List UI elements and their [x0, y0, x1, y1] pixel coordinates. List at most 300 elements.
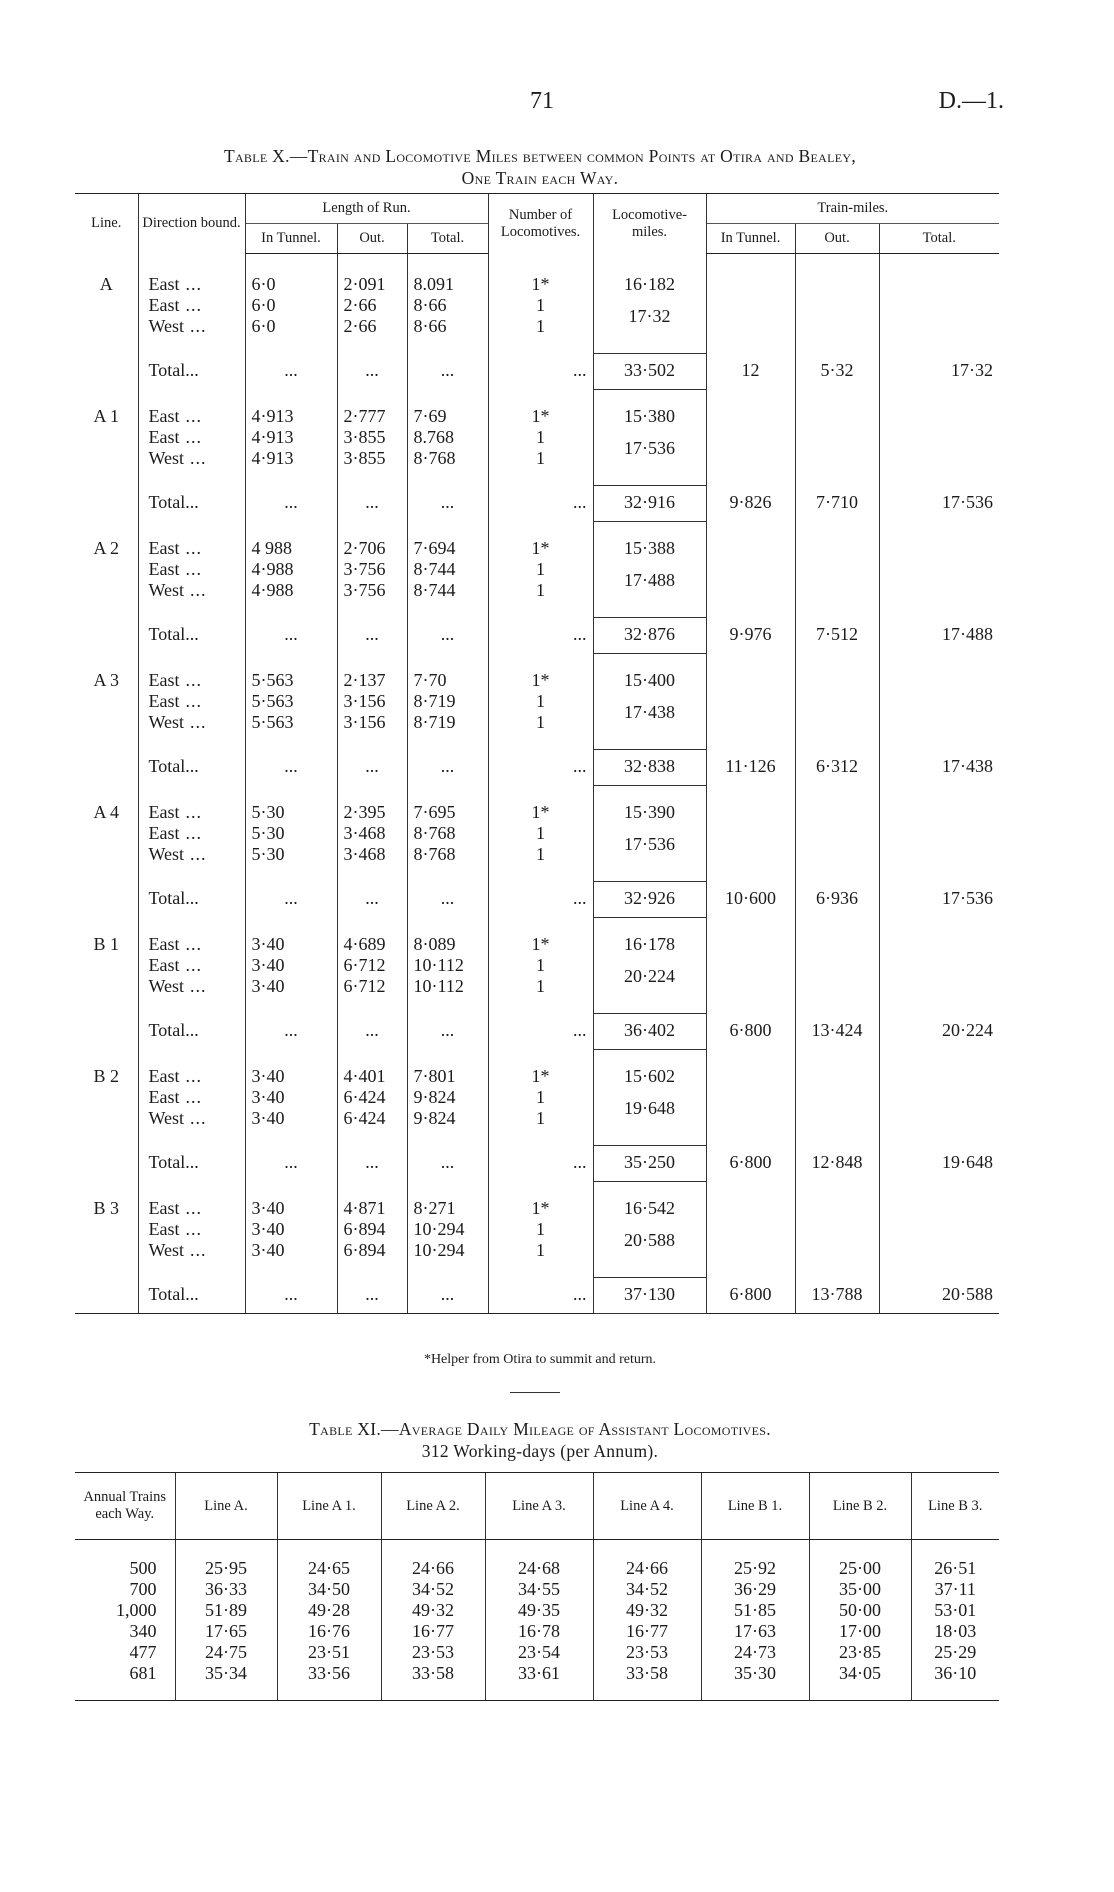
- locomotive-miles-cell: 17·32: [593, 295, 706, 337]
- tm-out-cell: [795, 1198, 879, 1219]
- mileage-cell: 18·03: [911, 1621, 999, 1642]
- spacer-cell: [488, 469, 593, 486]
- tm-total-cell: 17·536: [879, 486, 999, 522]
- direction-label: East: [148, 1087, 180, 1107]
- direction-cell: [138, 976, 245, 997]
- tm-in-tunnel-cell: [706, 844, 795, 865]
- tm-in-tunnel-cell: [706, 427, 795, 448]
- tm-out-cell: [795, 1087, 879, 1108]
- spacer-cell: [138, 654, 245, 671]
- table-xi-header-row: [75, 1473, 999, 1540]
- tm-total-cell: [879, 1198, 999, 1219]
- locomotive-count-cell: 1: [488, 976, 593, 997]
- mileage-cell: 34·50: [277, 1579, 381, 1600]
- spacer-cell: [245, 1261, 337, 1278]
- in-tunnel-cell: 3·40: [245, 976, 337, 997]
- spacer-cell: [245, 865, 337, 882]
- total-label-cell: [138, 1146, 245, 1182]
- total-label: Total: [148, 887, 186, 908]
- in-tunnel-cell: ...: [245, 1278, 337, 1314]
- locomotive-count-cell: 1: [488, 844, 593, 865]
- tm-in-tunnel-cell: 6·800: [706, 1146, 795, 1182]
- spacer-cell: [706, 254, 795, 275]
- mileage-cell: 23·54: [485, 1642, 593, 1663]
- spacer-cell: [879, 733, 999, 750]
- leader-dots: ...: [185, 691, 202, 711]
- total-label-cell: [138, 882, 245, 918]
- document-reference: D.—1.: [938, 88, 1004, 114]
- total-cell: 8·089: [407, 934, 488, 955]
- direction-label: West: [148, 1108, 185, 1128]
- table-row: [75, 1642, 999, 1663]
- mileage-cell: 50·00: [809, 1600, 911, 1621]
- spacer-cell: [138, 469, 245, 486]
- tm-total-cell: [879, 316, 999, 337]
- header-line-column: Line A.: [175, 1473, 277, 1540]
- tm-in-tunnel-cell: 6·800: [706, 1014, 795, 1050]
- spacer-cell: [138, 601, 245, 618]
- mileage-cell: 17·65: [175, 1621, 277, 1642]
- tm-out-cell: 12·848: [795, 1146, 879, 1182]
- spacer-row: [75, 337, 999, 354]
- in-tunnel-cell: 5·30: [245, 844, 337, 865]
- line-cell: [75, 295, 138, 316]
- mileage-cell: 49·28: [277, 1600, 381, 1621]
- spacer-cell: [245, 469, 337, 486]
- spacer-cell: [879, 1129, 999, 1146]
- total-cell: 7·70: [407, 670, 488, 691]
- header-length-of-run: Length of Run.: [245, 194, 488, 224]
- direction-cell: [138, 295, 245, 316]
- spacer-cell: [488, 654, 593, 671]
- in-tunnel-cell: 4·988: [245, 559, 337, 580]
- spacer-cell: [75, 601, 138, 618]
- table-row: [75, 406, 999, 427]
- locomotive-miles-cell: 19·648: [593, 1087, 706, 1129]
- leader-dots: ...: [185, 538, 202, 558]
- total-row: [75, 1014, 999, 1050]
- total-label-cell: [138, 1014, 245, 1050]
- mileage-cell: 49·35: [485, 1600, 593, 1621]
- locomotive-miles-total-cell: 33·502: [593, 354, 706, 390]
- line-cell: B 3: [93, 1198, 119, 1218]
- direction-cell: [138, 1240, 245, 1261]
- tm-in-tunnel-cell: [706, 406, 795, 427]
- out-cell: ...: [337, 1014, 407, 1050]
- leader-dots: ...: [185, 670, 202, 690]
- table-xi-body: [75, 1540, 999, 1701]
- locomotive-count-cell: ...: [488, 486, 593, 522]
- total-cell: 8·744: [407, 580, 488, 601]
- tm-in-tunnel-cell: [706, 559, 795, 580]
- locomotive-miles-cell: 15·380: [593, 406, 706, 427]
- tm-in-tunnel-cell: [706, 538, 795, 559]
- leader-dots: ...: [185, 1019, 199, 1040]
- mileage-cell: 25·29: [911, 1642, 999, 1663]
- tm-total-cell: [879, 448, 999, 469]
- spacer-cell: [245, 733, 337, 750]
- header-line-column: Line A 2.: [381, 1473, 485, 1540]
- table-row: [75, 580, 999, 601]
- spacer-cell: [75, 733, 138, 750]
- leader-dots: ...: [185, 823, 202, 843]
- spacer-cell: [488, 522, 593, 539]
- leader-dots: ...: [185, 623, 199, 644]
- spacer-cell: [407, 1261, 488, 1278]
- page-number: 71: [530, 88, 554, 114]
- spacer-cell: [407, 601, 488, 618]
- tm-total-cell: [879, 955, 999, 976]
- mileage-cell: 16·77: [593, 1621, 701, 1642]
- spacer-cell: [381, 1540, 485, 1559]
- spacer-cell: [138, 1182, 245, 1199]
- spacer-cell: [706, 997, 795, 1014]
- spacer-cell: [879, 786, 999, 803]
- spacer-cell: [75, 1261, 138, 1278]
- spacer-cell: [879, 1182, 999, 1199]
- leader-dots: ...: [185, 1283, 199, 1304]
- total-label-cell: [138, 486, 245, 522]
- spacer-cell: [337, 733, 407, 750]
- spacer-row: [75, 918, 999, 935]
- spacer-cell: [337, 1129, 407, 1146]
- tm-in-tunnel-cell: [706, 976, 795, 997]
- tm-out-cell: [795, 934, 879, 955]
- table-row: [75, 538, 999, 559]
- spacer-cell: [245, 1050, 337, 1067]
- out-cell: 3·756: [337, 580, 407, 601]
- out-cell: 3·855: [337, 448, 407, 469]
- out-cell: 6·712: [337, 955, 407, 976]
- tm-total-cell: [879, 1108, 999, 1129]
- spacer-cell: [485, 1540, 593, 1559]
- out-cell: ...: [337, 1146, 407, 1182]
- table-row: [75, 1087, 999, 1108]
- in-tunnel-cell: 6·0: [245, 295, 337, 316]
- in-tunnel-cell: 3·40: [245, 1066, 337, 1087]
- direction-label: East: [148, 406, 180, 426]
- tm-in-tunnel-cell: 9·826: [706, 486, 795, 522]
- spacer-cell: [138, 1261, 245, 1278]
- leader-dots: ...: [185, 934, 202, 954]
- mileage-cell: 16·77: [381, 1621, 485, 1642]
- direction-cell: [138, 670, 245, 691]
- locomotive-miles-cell: 17·536: [593, 823, 706, 865]
- spacer-cell: [879, 997, 999, 1014]
- spacer-cell: [593, 390, 706, 407]
- spacer-cell: [407, 1050, 488, 1067]
- spacer-cell: [488, 1050, 593, 1067]
- section-divider: [510, 1392, 560, 1393]
- total-cell: 8·66: [407, 295, 488, 316]
- locomotive-count-cell: 1: [488, 712, 593, 733]
- direction-label: East: [148, 802, 180, 822]
- mileage-cell: 25·92: [701, 1558, 809, 1579]
- out-cell: 3·468: [337, 844, 407, 865]
- line-cell: [75, 1278, 138, 1314]
- spacer-cell: [75, 654, 138, 671]
- tm-out-cell: [795, 844, 879, 865]
- spacer-cell: [809, 1540, 911, 1559]
- spacer-row: [75, 522, 999, 539]
- tm-out-cell: [795, 580, 879, 601]
- leader-dots: ...: [185, 491, 199, 512]
- in-tunnel-cell: 5·30: [245, 823, 337, 844]
- spacer-cell: [706, 469, 795, 486]
- spacer-cell: [138, 865, 245, 882]
- spacer-cell: [593, 469, 706, 486]
- direction-cell: [138, 427, 245, 448]
- direction-cell: [138, 712, 245, 733]
- tm-out-cell: [795, 295, 879, 316]
- in-tunnel-cell: 5·563: [245, 670, 337, 691]
- tm-out-cell: [795, 955, 879, 976]
- table-xi-subtitle: 312 Working-days (per Annum).: [421, 1441, 659, 1461]
- spacer-cell: [175, 1540, 277, 1559]
- locomotive-miles-cell: 15·388: [593, 538, 706, 559]
- locomotive-count-cell: 1*: [488, 274, 593, 295]
- tm-in-tunnel-cell: [706, 1198, 795, 1219]
- spacer-cell: [407, 918, 488, 935]
- table-x: [75, 193, 999, 1314]
- mileage-cell: 17·00: [809, 1621, 911, 1642]
- direction-cell: [138, 802, 245, 823]
- header-line: Line.: [75, 194, 138, 254]
- in-tunnel-cell: 3·40: [245, 1087, 337, 1108]
- line-cell: [75, 1014, 138, 1050]
- total-cell: 8·271: [407, 1198, 488, 1219]
- footnote: *Helper from Otira to summit and return.: [423, 1352, 657, 1367]
- out-cell: 2·706: [337, 538, 407, 559]
- tm-out-cell: [795, 316, 879, 337]
- spacer-cell: [795, 522, 879, 539]
- tm-in-tunnel-cell: [706, 670, 795, 691]
- mileage-cell: 23·53: [593, 1642, 701, 1663]
- total-cell: 8·719: [407, 691, 488, 712]
- tm-total-cell: [879, 976, 999, 997]
- direction-cell: [138, 448, 245, 469]
- spacer-cell: [593, 1050, 706, 1067]
- spacer-cell: [488, 1261, 593, 1278]
- line-cell: [75, 618, 138, 654]
- page-header: [0, 88, 1114, 118]
- spacer-cell: [407, 654, 488, 671]
- leader-dots: ...: [185, 427, 202, 447]
- out-cell: ...: [337, 486, 407, 522]
- direction-label: East: [148, 670, 180, 690]
- tm-in-tunnel-cell: [706, 1066, 795, 1087]
- mileage-cell: 51·89: [175, 1600, 277, 1621]
- table-xi-title: [70, 1418, 1010, 1462]
- tm-total-cell: [879, 1240, 999, 1261]
- total-row: [75, 1278, 999, 1314]
- tm-total-cell: 17·32: [879, 354, 999, 390]
- header-line-column: Line A 4.: [593, 1473, 701, 1540]
- spacer-row: [75, 254, 999, 275]
- spacer-cell: [795, 733, 879, 750]
- total-cell: 7·801: [407, 1066, 488, 1087]
- direction-label: West: [148, 1240, 185, 1260]
- header-line-column: Line B 3.: [911, 1473, 999, 1540]
- in-tunnel-cell: ...: [245, 882, 337, 918]
- direction-cell: [138, 1087, 245, 1108]
- leader-dots: ...: [185, 1219, 202, 1239]
- table-row: [75, 1663, 999, 1701]
- spacer-cell: [795, 337, 879, 354]
- total-cell: 7·69: [407, 406, 488, 427]
- tm-out-cell: [795, 448, 879, 469]
- locomotive-miles-total-cell: 32·838: [593, 750, 706, 786]
- table-row: [75, 1108, 999, 1129]
- mileage-cell: 25·00: [809, 1558, 911, 1579]
- out-cell: ...: [337, 618, 407, 654]
- spacer-cell: [706, 1261, 795, 1278]
- line-cell: [75, 882, 138, 918]
- spacer-cell: [407, 1129, 488, 1146]
- tm-out-cell: [795, 559, 879, 580]
- spacer-cell: [795, 601, 879, 618]
- mileage-cell: 33·58: [593, 1663, 701, 1701]
- spacer-cell: [795, 390, 879, 407]
- annual-trains-cell: 500: [129, 1558, 157, 1578]
- tm-out-cell: [795, 802, 879, 823]
- out-cell: 2·091: [337, 274, 407, 295]
- spacer-row: [75, 786, 999, 803]
- direction-cell: [138, 1198, 245, 1219]
- spacer-cell: [138, 522, 245, 539]
- tm-total-cell: [879, 1219, 999, 1240]
- spacer-row: [75, 1129, 999, 1146]
- spacer-row: [75, 654, 999, 671]
- spacer-cell: [593, 254, 706, 275]
- direction-label: East: [148, 274, 180, 294]
- spacer-cell: [337, 997, 407, 1014]
- out-cell: 2·777: [337, 406, 407, 427]
- in-tunnel-cell: ...: [245, 618, 337, 654]
- spacer-cell: [407, 522, 488, 539]
- direction-cell: [138, 823, 245, 844]
- direction-cell: [138, 955, 245, 976]
- header-tm-total: Total.: [879, 224, 999, 254]
- direction-cell: [138, 316, 245, 337]
- spacer-cell: [706, 733, 795, 750]
- total-label: Total: [148, 359, 186, 380]
- leader-dots: ...: [190, 844, 207, 864]
- spacer-cell: [593, 1182, 706, 1199]
- locomotive-count-cell: 1: [488, 1219, 593, 1240]
- spacer-row: [75, 1540, 999, 1559]
- spacer-cell: [407, 337, 488, 354]
- spacer-cell: [337, 1182, 407, 1199]
- spacer-cell: [706, 918, 795, 935]
- total-cell: 8·719: [407, 712, 488, 733]
- tm-total-cell: [879, 274, 999, 295]
- direction-cell: [138, 559, 245, 580]
- direction-label: East: [148, 538, 180, 558]
- tm-total-cell: 19·648: [879, 1146, 999, 1182]
- spacer-cell: [488, 390, 593, 407]
- spacer-cell: [337, 254, 407, 275]
- in-tunnel-cell: ...: [245, 750, 337, 786]
- tm-total-cell: 20·224: [879, 1014, 999, 1050]
- tm-total-cell: [879, 802, 999, 823]
- locomotive-count-cell: 1: [488, 295, 593, 316]
- line-cell: [75, 1087, 138, 1108]
- tm-out-cell: [795, 406, 879, 427]
- mileage-cell: 33·56: [277, 1663, 381, 1701]
- locomotive-miles-total-cell: 37·130: [593, 1278, 706, 1314]
- table-row: [75, 295, 999, 316]
- line-cell: [75, 712, 138, 733]
- out-cell: 4·689: [337, 934, 407, 955]
- locomotive-miles-total-cell: 32·876: [593, 618, 706, 654]
- locomotive-count-cell: 1: [488, 559, 593, 580]
- spacer-cell: [488, 997, 593, 1014]
- tm-total-cell: 17·488: [879, 618, 999, 654]
- table-row: [75, 1600, 999, 1621]
- leader-dots: ...: [185, 1151, 199, 1172]
- spacer-cell: [337, 865, 407, 882]
- spacer-cell: [245, 654, 337, 671]
- in-tunnel-cell: 4·988: [245, 580, 337, 601]
- locomotive-count-cell: ...: [488, 882, 593, 918]
- spacer-cell: [706, 865, 795, 882]
- tm-in-tunnel-cell: [706, 274, 795, 295]
- spacer-cell: [337, 390, 407, 407]
- total-cell: 9·824: [407, 1087, 488, 1108]
- mileage-cell: 25·95: [175, 1558, 277, 1579]
- locomotive-count-cell: 1: [488, 427, 593, 448]
- mileage-cell: 24·65: [277, 1558, 381, 1579]
- locomotive-count-cell: ...: [488, 1278, 593, 1314]
- total-row: [75, 750, 999, 786]
- table-row: [75, 955, 999, 976]
- tm-total-cell: [879, 934, 999, 955]
- leader-dots: ...: [185, 802, 202, 822]
- header-line-column: Line B 1.: [701, 1473, 809, 1540]
- out-cell: 2·66: [337, 295, 407, 316]
- spacer-row: [75, 390, 999, 407]
- spacer-cell: [795, 654, 879, 671]
- spacer-cell: [245, 786, 337, 803]
- tm-total-cell: [879, 691, 999, 712]
- table-x-body: [75, 254, 999, 1314]
- mileage-cell: 34·05: [809, 1663, 911, 1701]
- tm-total-cell: [879, 295, 999, 316]
- mileage-cell: 36·29: [701, 1579, 809, 1600]
- leader-dots: ...: [190, 316, 207, 336]
- tm-total-cell: 17·536: [879, 882, 999, 918]
- line-cell: A 1: [93, 406, 119, 426]
- spacer-cell: [75, 865, 138, 882]
- direction-cell: [138, 1219, 245, 1240]
- direction-cell: [138, 934, 245, 955]
- mileage-cell: 37·11: [911, 1579, 999, 1600]
- mileage-cell: 17·63: [701, 1621, 809, 1642]
- spacer-cell: [795, 1050, 879, 1067]
- leader-dots: ...: [185, 755, 199, 776]
- spacer-cell: [75, 254, 138, 275]
- spacer-cell: [879, 654, 999, 671]
- spacer-cell: [407, 997, 488, 1014]
- locomotive-miles-cell: 20·588: [593, 1219, 706, 1261]
- direction-label: East: [148, 691, 180, 711]
- line-cell: [75, 1108, 138, 1129]
- mileage-cell: 23·53: [381, 1642, 485, 1663]
- line-cell: B 1: [93, 934, 119, 954]
- in-tunnel-cell: 3·40: [245, 1240, 337, 1261]
- spacer-cell: [593, 601, 706, 618]
